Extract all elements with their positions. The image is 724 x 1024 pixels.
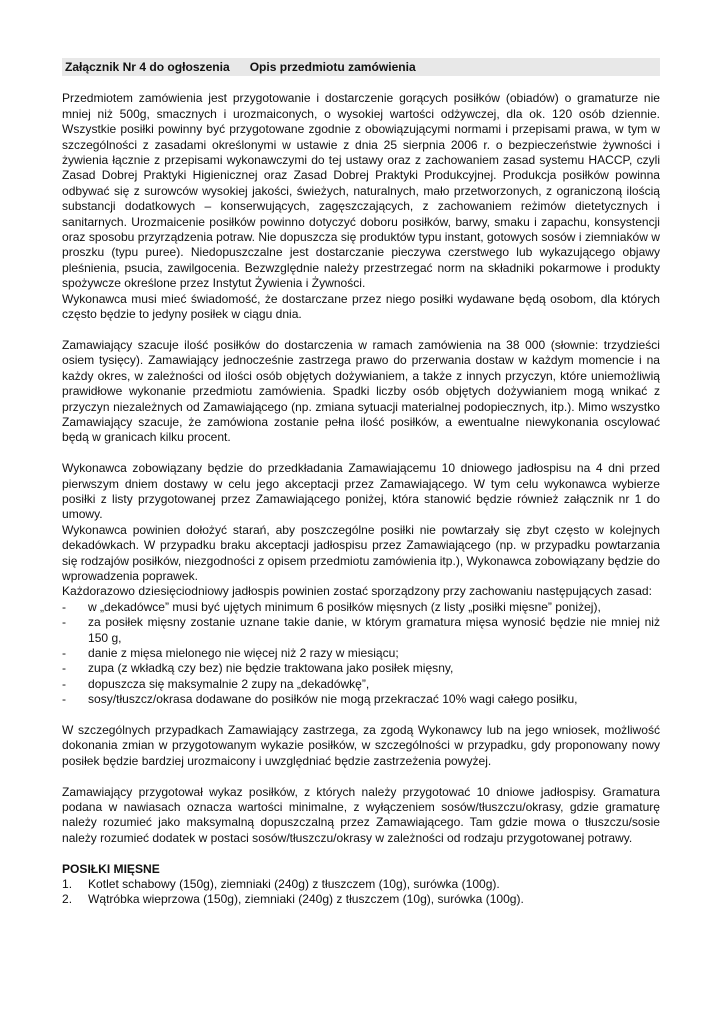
paragraph-menu-submission: Wykonawca zobowiązany będzie do przedkładania Zamawiającemu 10 dniowego jadłospisu na 4 dni przed pierwszym dniem dostawy w celu jego akceptacji przez Zamawiającego. W tym celu wykonawca wybierze posiłki z listy przygotowanej przez Zamawiającego poniżej, która stanowić będzie również załącznik nr 1 do umowy. [62, 461, 660, 522]
list-item: - w „dekadówce” musi być ujętych minimum 6 posiłków mięsnych (z listy „posiłki mięsne” poniżej), [62, 599, 601, 614]
list-item: 1. Kotlet schabowy (150g), ziemniaki (240g) z tłuszczem (10g), surówka (100g). [62, 877, 500, 892]
document-page [62, 58, 660, 908]
list-marker: - [62, 661, 67, 676]
list-marker: - [62, 599, 67, 614]
list-marker: - [62, 676, 67, 691]
attachment-label: Załącznik Nr 4 do ogłoszenia [65, 60, 230, 74]
document-header [62, 58, 660, 76]
paragraph-quantity: Zamawiający szacuje ilość posiłków do dostarczenia w ramach zamówienia na 38 000 (słownie: trzydzieści osiem tysięcy). Zamawiający jednocześnie zastrzega prawo do przerwania dostaw w każdym momencie i na każdy okres, w zależności od ilości osób objętych dożywianiem, a także z innych przyczyn, które uniemożliwią prawidłowe wykonanie przedmiotu zamówienia. Spadki liczby osób objętych dożywianiem mogą wnikać z przyczyn niezależnych od Zamawiającego (np. zmiana sytuacji materialnej podopiecznych, itp.). Mimo wszystko Zamawiający szacuje, że zamówiona zostanie pełna ilość posiłków, a ewentualne niewykonania oscylować będą w granicach kilku procent. [62, 337, 660, 445]
rules-list [62, 600, 660, 708]
list-marker: - [62, 645, 67, 660]
document-title: Opis przedmiotu zamówienia [249, 60, 416, 74]
meat-meals-list [62, 877, 660, 908]
list-marker: - [62, 692, 67, 707]
list-item: - zupa (z wkładką czy bez) nie będzie traktowana jako posiłek mięsny, [62, 661, 454, 676]
list-item: - dopuszcza się maksymalnie 2 zupy na „dekadówkę”, [62, 676, 370, 691]
list-marker: - [62, 615, 67, 630]
meat-meals-heading: POSIŁKI MIĘSNE [62, 861, 160, 876]
paragraph-scope: Przedmiotem zamówienia jest przygotowanie i dostarczenie gorących posiłków (obiadów) o gramaturze nie mniej niż 500g, smacznych i urozmaiconych, o wysokiej wartości odżywczej, dla ok. 120 osób dziennie. Wszystkie posiłki powinny być przygotowane zgodnie z obowiązującymi normami i przepisami prawa, w tym w szczególności z zasadami określonymi w ustawie z dnia 25 sierpnia 2006 r. o bezpieczeństwie żywności i żywienia łącznie z przepisami wykonawczymi do tej ustawy oraz z zachowaniem zasad systemu HACCP, czyli Zasad Dobrej Praktyki Higienicznej oraz Zasad Dobrej Praktyki Produkcyjnej. Produkcja posiłków powinna odbywać się z surowców wysokiej jakości, świeżych, naturalnych, mało przetworzonych, z ograniczoną ilością substancji dodatkowych – konserwujących, zagęszczających, z zachowaniem reżimów dietetycznych i sanitarnych. Urozmaicenie posiłków powinno dotyczyć doboru posiłków, barwy, smaku i zapachu, konsystencji oraz sposobu przyrządzenia potraw. Nie dopuszcza się produktów typu instant, gotowych sosów i ziemniaków w proszku (typu puree). Niedopuszczalne jest dostarczanie pieczywa czerstwego lub wykazującego objawy pleśnienia, psucia, zawilgocenia. Bezwzględnie należy przestrzegać norm na składniki pokarmowe i produkty spożywcze określone przez Instytut Żywienia i Żywności. [62, 91, 660, 291]
paragraph-awareness: Wykonawca musi mieć świadomość, że dostarczane przez niego posiłki wydawane będą osobom, dla których często będzie to jedyny posiłek w ciągu dnia. [62, 291, 660, 322]
paragraph-meal-list-intro: Zamawiający przygotował wykaz posiłków, z których należy przygotować 10 dniowe jadłospisy. Gramatura podana w nawiasach oznacza wartości minimalne, z wyłączeniem sosów/tłuszczu/okrasy, gdzie gramaturę należy rozumieć jako maksymalną dopuszczalną przez Zamawiającego. Tam gdzie mowa o tłuszczu/sosie należy rozumieć dodatek w postaci sosów/tłuszczu/okrasy w zależności od rodzaju przygotowanej potrawy. [62, 784, 660, 845]
paragraph-changes: W szczególnych przypadkach Zamawiający zastrzega, za zgodą Wykonawcy lub na jego wniosek, możliwość dokonania zmian w przygotowanym wykazie posiłków, w szczególności w przypadku, gdy proponowany nowy posiłek będzie bardziej urozmaicony i uwzględniać będzie zastrzeżenia powyżej. [62, 723, 660, 768]
list-item: - za posiłek mięsny zostanie uznane takie danie, w którym gramatura mięsa wynosić będzie nie mniej niż 150 g, [62, 615, 660, 645]
list-item: 2. Wątróbka wieprzowa (150g), ziemniaki (240g) z tłuszczem (10g), surówka (100g). [62, 892, 524, 907]
list-item: - danie z mięsa mielonego nie więcej niż 2 razy w miesiącu; [62, 645, 399, 660]
paragraph-menu-variety: Wykonawca powinien dołożyć starań, aby poszczególne posiłki nie powtarzały się zbyt często w kolejnych dekadówkach. W przypadku braku akceptacji jadłospisu przez Zamawiającego (np. w przypadku powtarzania się rodzajów posiłków, niezgodności z opisem przedmiotu zamówienia itp.), Wykonawca zobowiązany będzie do wprowadzenia poprawek. [62, 522, 660, 583]
list-item: - sosy/tłuszcz/okrasa dodawane do posiłków nie mogą przekraczać 10% wagi całego posiłku, [62, 692, 578, 707]
paragraph-rules-intro: Każdorazowo dziesięciodniowy jadłospis powinien zostać sporządzony przy zachowaniu następujących zasad: [62, 584, 652, 599]
